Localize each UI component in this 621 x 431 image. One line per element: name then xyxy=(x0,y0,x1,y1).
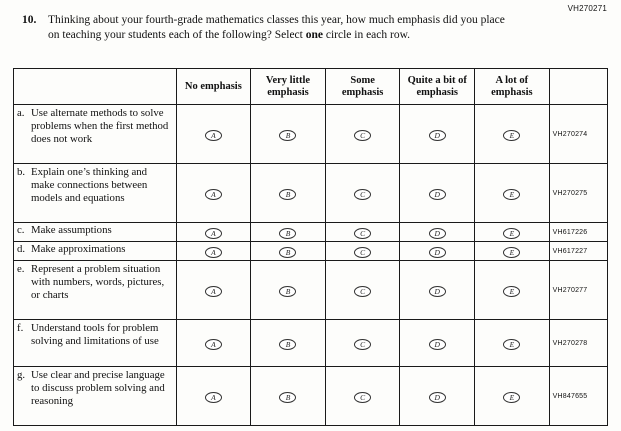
row-letter: g. xyxy=(17,369,26,381)
response-oval-d-very-little[interactable]: B xyxy=(279,247,296,258)
table-row-d xyxy=(14,242,608,261)
response-oval-e-very-little[interactable]: B xyxy=(279,286,296,297)
row-code: VH270274 xyxy=(549,105,607,164)
response-oval-c-very-little[interactable]: B xyxy=(279,228,296,239)
response-oval-g-some[interactable]: C xyxy=(354,392,371,403)
column-header-some: Some emphasis xyxy=(325,69,400,105)
question-bold-word: one xyxy=(305,28,323,41)
row-code: VH270275 xyxy=(549,164,607,223)
row-code: VH270278 xyxy=(549,320,607,367)
response-oval-f-quite[interactable]: D xyxy=(429,339,446,350)
response-oval-f-very-little[interactable]: B xyxy=(279,339,296,350)
column-header-a-lot: A lot of emphasis xyxy=(475,69,550,105)
row-text: Use clear and precise language to discuss problem solving and reasoning xyxy=(31,369,165,408)
response-oval-e-alot[interactable]: E xyxy=(503,286,520,297)
row-text: Explain one’s thinking and make connections between models and equations xyxy=(31,166,148,205)
row-letter: b. xyxy=(17,166,26,178)
row-text: Make assumptions xyxy=(31,224,112,236)
row-code: VH617226 xyxy=(549,223,607,242)
response-oval-c-some[interactable]: C xyxy=(354,228,371,239)
response-oval-d-alot[interactable]: E xyxy=(503,247,520,258)
response-oval-d-no[interactable]: A xyxy=(205,247,222,258)
response-oval-b-quite[interactable]: D xyxy=(429,189,446,200)
response-oval-a-no[interactable]: A xyxy=(205,130,222,141)
row-text: Make approximations xyxy=(31,243,126,255)
response-oval-e-quite[interactable]: D xyxy=(429,286,446,297)
response-oval-f-some[interactable]: C xyxy=(354,339,371,350)
question-text: Thinking about your fourth-grade mathematics classes this year, how much emphasis did you place on teaching your students each of the following? Select one circle in each row. xyxy=(48,14,505,41)
response-oval-f-alot[interactable]: E xyxy=(503,339,520,350)
response-oval-g-quite[interactable]: D xyxy=(429,392,446,403)
row-letter: a. xyxy=(17,107,25,119)
response-oval-a-quite[interactable]: D xyxy=(429,130,446,141)
row-letter: d. xyxy=(17,243,26,255)
question-block xyxy=(22,13,510,42)
table-row-f xyxy=(14,320,608,367)
response-oval-e-some[interactable]: C xyxy=(354,286,371,297)
response-oval-d-some[interactable]: C xyxy=(354,247,371,258)
response-oval-g-alot[interactable]: E xyxy=(503,392,520,403)
response-oval-b-no[interactable]: A xyxy=(205,189,222,200)
row-text: Understand tools for problem solving and limitations of use xyxy=(31,322,159,348)
response-oval-g-very-little[interactable]: B xyxy=(279,392,296,403)
response-oval-b-very-little[interactable]: B xyxy=(279,189,296,200)
header-row xyxy=(14,69,608,105)
response-oval-c-no[interactable]: A xyxy=(205,228,222,239)
response-oval-g-no[interactable]: A xyxy=(205,392,222,403)
table-row-a xyxy=(14,105,608,164)
form-corner-code: VH270271 xyxy=(567,4,607,13)
response-oval-b-some[interactable]: C xyxy=(354,189,371,200)
row-code: VH847655 xyxy=(549,367,607,426)
emphasis-table xyxy=(13,68,608,426)
row-text: Represent a problem situation with numbers, words, pictures, or charts xyxy=(31,263,165,302)
item-column-header xyxy=(14,69,177,105)
response-oval-c-alot[interactable]: E xyxy=(503,228,520,239)
column-header-very-little: Very little emphasis xyxy=(251,69,326,105)
response-oval-f-no[interactable]: A xyxy=(205,339,222,350)
table-row-b xyxy=(14,164,608,223)
row-text: Use alternate methods to solve problems when the first method does not work xyxy=(31,107,169,146)
column-header-quite-a-bit: Quite a bit of emphasis xyxy=(400,69,475,105)
code-column-header xyxy=(549,69,607,105)
table-row-g xyxy=(14,367,608,426)
row-code: VH617227 xyxy=(549,242,607,261)
response-oval-a-alot[interactable]: E xyxy=(503,130,520,141)
response-oval-d-quite[interactable]: D xyxy=(429,247,446,258)
column-header-no-emphasis: No emphasis xyxy=(176,69,251,105)
response-oval-a-some[interactable]: C xyxy=(354,130,371,141)
row-code: VH270277 xyxy=(549,261,607,320)
response-oval-c-quite[interactable]: D xyxy=(429,228,446,239)
row-letter: e. xyxy=(17,263,25,275)
row-letter: f. xyxy=(17,322,24,334)
response-oval-b-alot[interactable]: E xyxy=(503,189,520,200)
response-oval-e-no[interactable]: A xyxy=(205,286,222,297)
table-row-c xyxy=(14,223,608,242)
response-oval-a-very-little[interactable]: B xyxy=(279,130,296,141)
table-row-e xyxy=(14,261,608,320)
question-number: 10. xyxy=(22,14,37,26)
row-letter: c. xyxy=(17,224,25,236)
